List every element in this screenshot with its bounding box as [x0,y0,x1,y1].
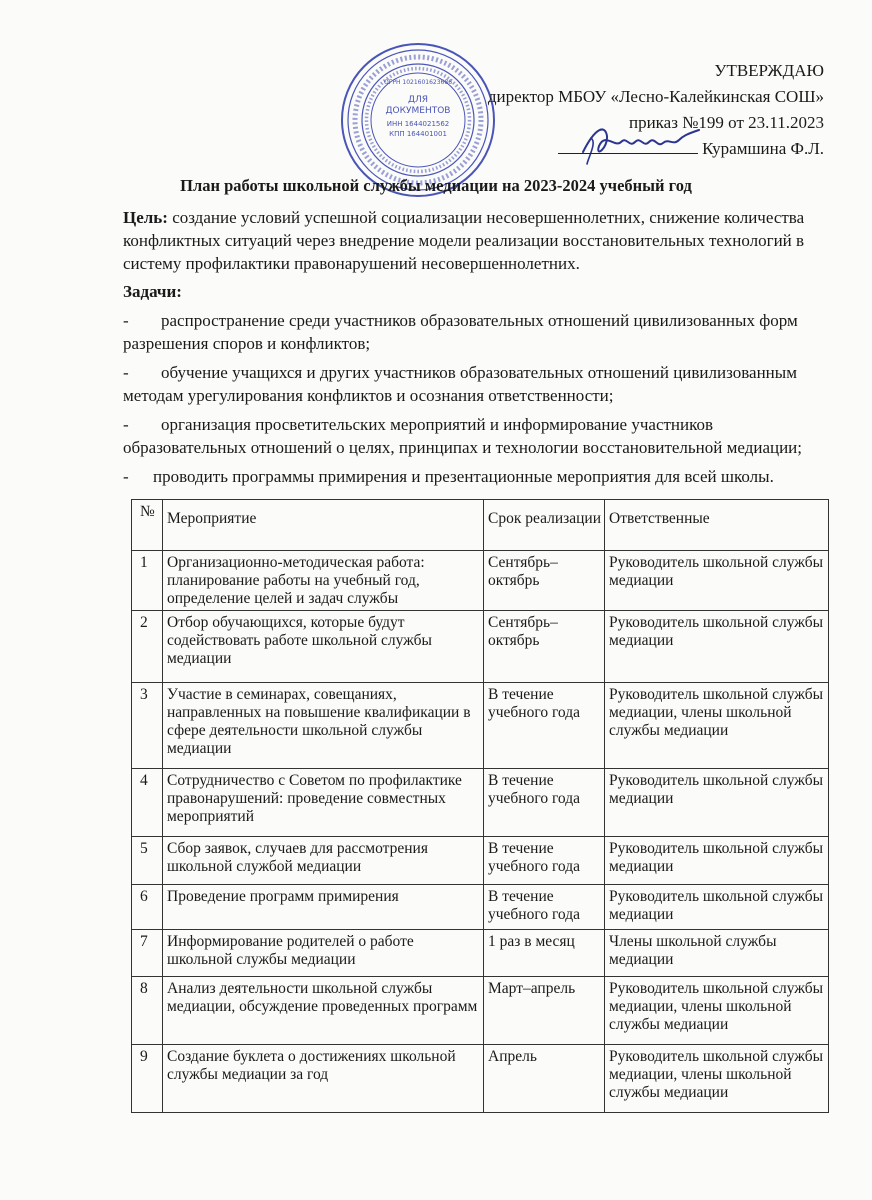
table-row: 1 Организационно-методическая работа: планирование работы на учебный год, определение целей и задач службы Сентябрь– октябрь Руководитель школьной службы медиации [132,551,829,611]
table-row: 6 Проведение программ примирения В течение учебного года Руководитель школьной службы медиации [132,885,829,930]
signature-underline [558,153,698,154]
stamp-center-line1: ДЛЯ [407,95,429,105]
stamp-center-line2: ДОКУМЕНТОВ [385,106,451,116]
header-responsible: Ответственные [605,500,829,551]
tasks-label: Задачи: [123,282,182,301]
approval-order: приказ №199 от 23.11.2023 [628,113,824,132]
table-row: 9 Создание буклета о достижениях школьной службы медиации за год Апрель Руководитель школьной службы медиации, члены школьной службы медиации [132,1045,829,1113]
activities-table [131,499,829,1113]
stamp-ogrn: ОГРН 1021601623686 [383,79,453,86]
goal-label: Цель: [123,208,168,227]
task-item: - распространение среди участников образовательных отношений цивилизованных форм разрешения споров и конфликтов; [123,311,798,353]
table-row: 7 Информирование родителей о работе школьной службы медиации 1 раз в месяц Члены школьной службы медиации [132,930,829,977]
task-item: - организация просветительских мероприятий и информирование участников образовательных отношений о целях, принципах и технологии восстановительной медиации; [123,415,803,457]
goal-paragraph [123,206,823,275]
table-header-row [132,500,829,551]
stamp-kpp: КПП 164401001 [389,130,447,138]
table-row: 4 Сотрудничество с Советом по профилактике правонарушений: проведение совместных мероприятий В течение учебного года Руководитель школьной службы медиации [132,769,829,837]
approval-block [488,58,824,162]
approval-director: директор МБОУ «Лесно-Калейкинская СОШ» [487,87,824,106]
document-body [123,206,823,488]
stamp-inn: ИНН 1644021562 [386,120,450,128]
approval-signature-line [488,136,824,162]
table-row: 5 Сбор заявок, случаев для рассмотрения школьной службой медиации В течение учебного года Руководитель школьной службы медиации [132,837,829,885]
task-item: - проводить программы примирения и презентационные мероприятия для всей школы. [123,467,774,486]
table-row: 3 Участие в семинарах, совещаниях, направленных на повышение квалификации в сфере деятельности школьной службы медиации В течение учебного года Руководитель школьной службы медиации, члены школьной службы медиации [132,683,829,769]
approval-heading: УТВЕРЖДАЮ [714,61,824,80]
document-title: План работы школьной службы медиации на 2023-2024 учебный год [180,176,692,195]
table-row: 2 Отбор обучающихся, которые будут содействовать работе школьной службы медиации Сентябрь– октябрь Руководитель школьной службы медиации [132,611,829,683]
task-item: - обучение учащихся и других участников образовательных отношений цивилизованным методам урегулирования конфликтов и осознания ответственности; [123,363,797,405]
header-term: Срок реализации [484,500,605,551]
goal-text: создание условий успешной социализации несовершеннолетних, снижение количества конфликтных ситуаций через внедрение модели реализации восстановительных технологий в систему профилактики правонарушений несовершеннолетних. [123,208,805,273]
header-event: Мероприятие [163,500,484,551]
approval-name: Курамшина Ф.Л. [702,139,824,158]
header-number: № [132,500,163,551]
table-row: 8 Анализ деятельности школьной службы медиации, обсуждение проведенных программ Март–апрель Руководитель школьной службы медиации, члены школьной службы медиации [132,977,829,1045]
